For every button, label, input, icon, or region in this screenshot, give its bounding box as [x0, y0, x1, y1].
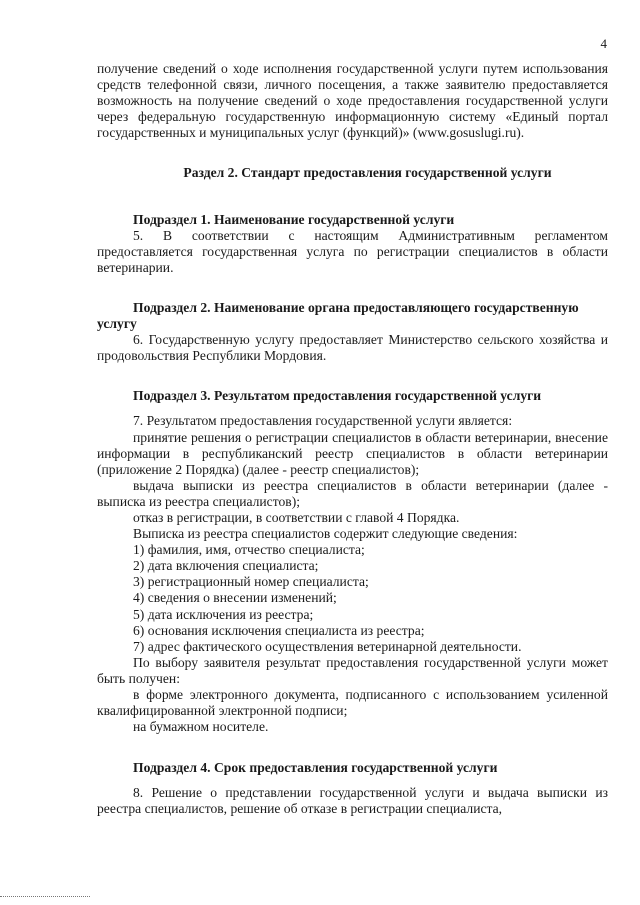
- subsection-3-lead: 7. Результатом предоставления государственной услуги является:: [133, 413, 513, 429]
- footer-line: [0, 896, 90, 897]
- subsection-1-paragraph: 5. В соответствии с настоящим Административным регламентом предоставляется государственная услуга по регистрации специалистов в области ветеринарии.: [97, 227, 608, 275]
- subsection-3-title: Подраздел 3. Результатом предоставления государственной услуги: [133, 388, 542, 404]
- extract-item: 4) сведения о внесении изменений;: [133, 590, 337, 606]
- subsection-4-title: Подраздел 4. Срок предоставления государственной услуги: [133, 760, 498, 776]
- subsection-4-paragraph: 8. Решение о представлении государственной услуги и выдача выписки из реестра специалистов, решение об отказе в регистрации специалиста,: [97, 785, 608, 817]
- result-item: отказ в регистрации, в соответствии с главой 4 Порядка.: [133, 509, 460, 525]
- extract-item: 2) дата включения специалиста;: [133, 558, 319, 574]
- extract-item: 1) фамилия, имя, отчество специалиста;: [133, 542, 365, 558]
- document-body: [97, 61, 608, 818]
- intro-paragraph: получение сведений о ходе исполнения государственной услуги путем использования средств телефонной связи, личного посещения, а также заявителю предоставляется возможность на получение сведений о ходе предоставления государственной услуги через федеральную государственную информационную систему «Единый портал государственных и муниципальных услуг (функций)» (www.gosuslugi.ru).: [97, 61, 608, 141]
- extract-item: 3) регистрационный номер специалиста;: [133, 574, 369, 590]
- page-number: 4: [600, 36, 607, 51]
- choice-item: в форме электронного документа, подписанного с использованием усиленной квалифицированной электронной подписи;: [97, 687, 608, 719]
- subsection-2-paragraph: 6. Государственную услугу предоставляет Министерство сельского хозяйства и продовольствия Республики Мордовия.: [97, 332, 608, 364]
- section-title: Раздел 2. Стандарт предоставления государственной услуги: [183, 165, 552, 181]
- extract-lead: Выписка из реестра специалистов содержит следующие сведения:: [133, 526, 518, 542]
- extract-item: 6) основания исключения специалиста из реестра;: [133, 622, 425, 638]
- result-item: выдача выписки из реестра специалистов в области ветеринарии (далее - выписка из реестра специалистов);: [97, 477, 608, 509]
- result-item: принятие решения о регистрации специалистов в области ветеринарии, внесение информации в республиканский реестр специалистов в области ветеринарии (приложение 2 Порядка) (далее - реестр специалистов);: [97, 429, 608, 477]
- extract-item: 7) адрес фактического осуществления ветеринарной деятельности.: [133, 638, 522, 654]
- subsection-1-title: Подраздел 1. Наименование государственной услуги: [133, 211, 455, 227]
- extract-item: 5) дата исключения из реестра;: [133, 606, 314, 622]
- choice-item: на бумажном носителе.: [133, 719, 269, 735]
- subsection-2-title: Подраздел 2. Наименование органа предоставляющего государственную услугу: [97, 299, 579, 332]
- choice-lead: По выбору заявителя результат предоставления государственной услуги может быть получен:: [97, 654, 608, 686]
